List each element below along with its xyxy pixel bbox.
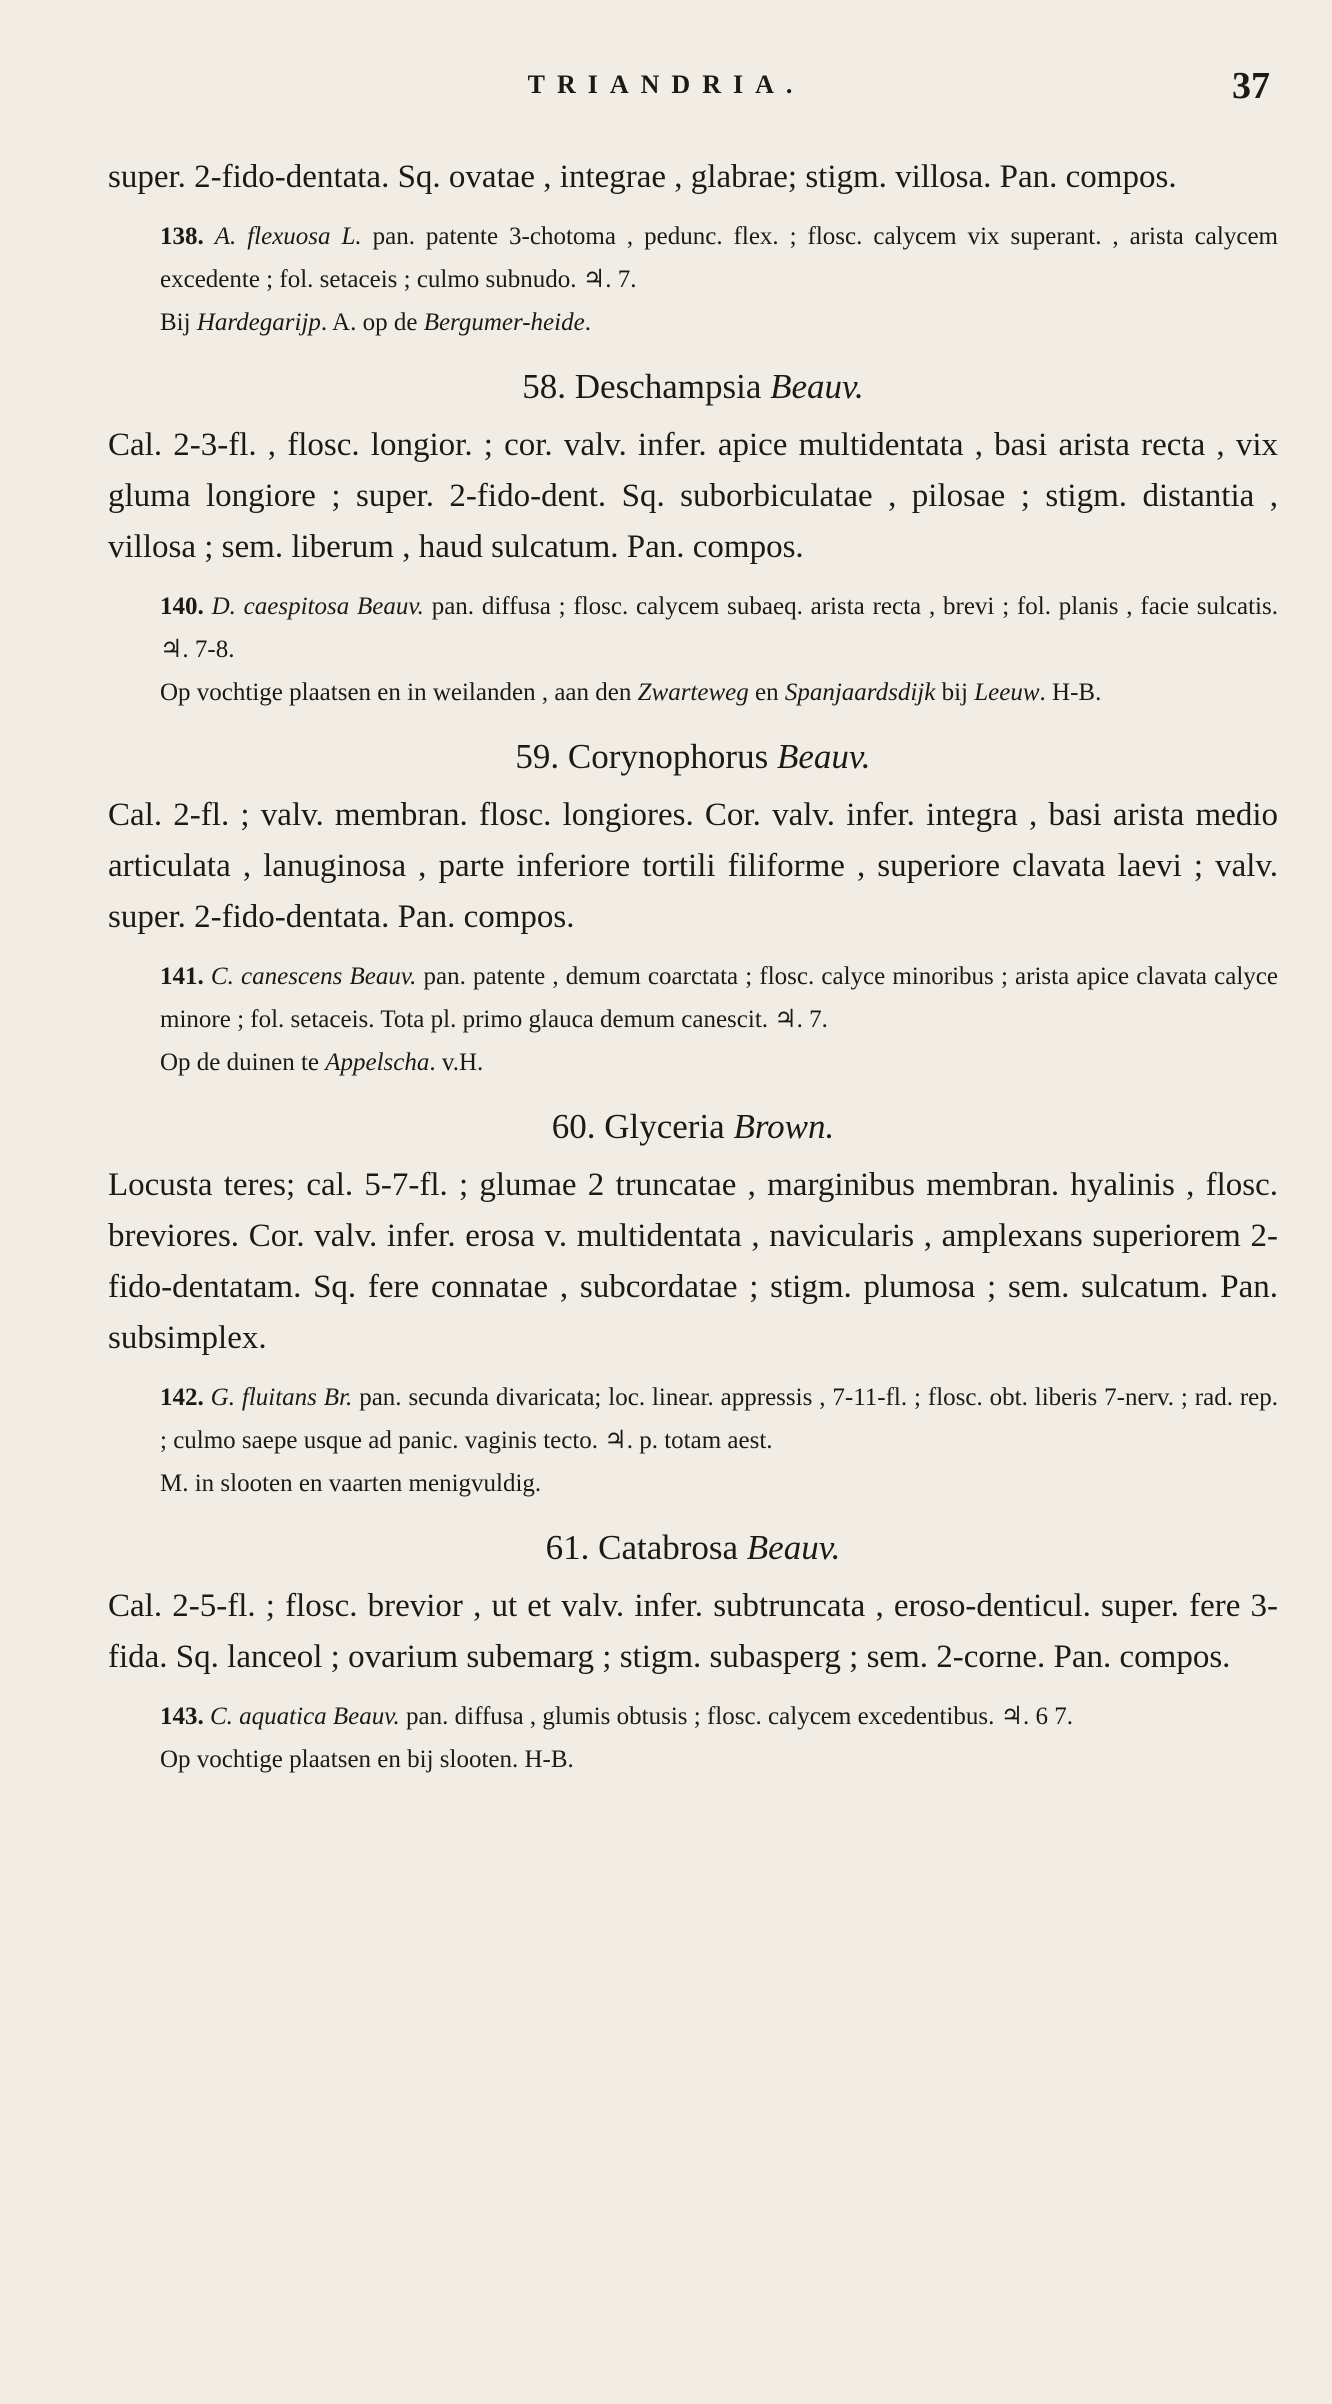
species-name: C. canescens Beauv. — [210, 963, 417, 990]
genus-author: Beauv. — [770, 367, 864, 406]
running-head: TRIANDRIA. — [527, 70, 805, 99]
continued-paragraph: super. 2-fido-dentata. Sq. ovatae , integrae , glabrae; stigm. villosa. Pan. compos. — [108, 159, 1177, 195]
locality-text: Op vochtige plaatsen en in weilanden , aan den — [160, 679, 638, 706]
page-number: 37 — [1232, 65, 1270, 107]
locality-text: . H-B. — [1039, 679, 1102, 706]
genus-heading-58 — [108, 362, 1278, 412]
place-name: Spanjaardsdijk — [784, 679, 936, 706]
place-name: Zwarteweg — [637, 679, 749, 706]
genus-description-58: Cal. 2-3-fl. , flosc. longior. ; cor. valv. infer. apice multidentata , basi arista recta , vix gluma longiore ; super. 2-fido-dent. Sq. suborbiculatae , pilosae ; stigm. distantia , villosa ; sem. liberum , haud sulcatum. Pan. compos. — [108, 427, 1278, 565]
entry-number: 142. — [160, 1384, 204, 1411]
genus-author: Brown. — [733, 1107, 835, 1146]
species-entry-141 — [108, 955, 1278, 1041]
entry-number: 143. — [160, 1703, 204, 1730]
species-description: pan. secunda divaricata; loc. linear. appressis , 7-11-fl. ; flosc. obt. liberis 7-nerv. ; rad. rep. ; culmo saepe usque ad panic. vaginis tecto. ♃. p. totam aest. — [160, 1384, 1279, 1454]
locality-text: Bij — [160, 309, 197, 336]
entry-number: 138. — [160, 223, 204, 250]
locality-142: M. in slooten en vaarten menigvuldig. — [160, 1470, 542, 1497]
genus-name: 59. Corynophorus — [515, 737, 777, 776]
species-description: pan. diffusa , glumis obtusis ; flosc. calycem excedentibus. ♃. 6 7. — [399, 1703, 1073, 1730]
genus-description-60: Locusta teres; cal. 5-7-fl. ; glumae 2 truncatae , marginibus membran. hyalinis , flosc. breviores. Cor. valv. infer. erosa v. multidentata , navicularis , amplexans superiorem 2-fido-dentatam. Sq. fere connatae , subcordatae ; stigm. plumosa ; sem. sulcatum. Pan. subsimplex. — [108, 1167, 1278, 1356]
genus-author: Beauv. — [776, 737, 871, 776]
species-name: D. caespitosa Beauv. — [211, 593, 424, 620]
genus-name: 58. Deschampsia — [522, 367, 771, 406]
genus-heading-59 — [108, 732, 1278, 782]
place-name: Hardegarijp — [196, 309, 321, 336]
genus-heading-61 — [108, 1523, 1278, 1573]
locality-text: . — [584, 309, 591, 336]
locality-text: Op de duinen te — [160, 1049, 326, 1076]
locality-143: Op vochtige plaatsen en bij slooten. H-B. — [160, 1746, 574, 1773]
text-body — [108, 152, 1278, 1781]
place-name: Bergumer-heide — [423, 309, 585, 336]
species-description: pan. patente , demum coarctata ; flosc. calyce minoribus ; arista apice clavata calyce minore ; fol. setaceis. Tota pl. primo glauca demum canescit. ♃. 7. — [160, 963, 1279, 1033]
genus-author: Beauv. — [746, 1528, 841, 1567]
species-entry-138 — [108, 215, 1278, 301]
genus-name: 60. Glyceria — [551, 1107, 734, 1146]
genus-description-59: Cal. 2-fl. ; valv. membran. flosc. longiores. Cor. valv. infer. integra , basi arista medio articulata , lanuginosa , parte inferiore tortili filiforme , superiore clavata laevi ; valv. super. 2-fido-dentata. Pan. compos. — [108, 797, 1278, 935]
place-name: Leeuw — [974, 679, 1040, 706]
genus-description-61: Cal. 2-5-fl. ; flosc. brevior , ut et valv. infer. subtruncata , eroso-denticul. super. fere 3-fida. Sq. lanceol ; ovarium subemarg ; stigm. subasperg ; sem. 2-corne. Pan. compos. — [108, 1588, 1278, 1675]
entry-number: 141. — [160, 963, 204, 990]
locality-141 — [108, 1041, 1278, 1084]
locality-text: en — [748, 679, 785, 706]
species-name: A. flexuosa L. — [214, 223, 362, 250]
species-entry-143 — [108, 1695, 1278, 1738]
page-header — [0, 62, 1332, 122]
locality-text: . A. op de — [320, 309, 424, 336]
locality-text: . v.H. — [429, 1049, 484, 1076]
species-description: pan. patente 3-chotoma , pedunc. flex. ; flosc. calycem vix superant. , arista calycem excedente ; fol. setaceis ; culmo subnudo. ♃. 7. — [160, 223, 1278, 293]
species-name: G. fluitans Br. — [210, 1384, 353, 1411]
genus-name: 61. Catabrosa — [545, 1528, 747, 1567]
species-entry-140 — [108, 585, 1278, 671]
place-name: Appelscha — [325, 1049, 430, 1076]
entry-number: 140. — [160, 593, 204, 620]
locality-text: bij — [935, 679, 975, 706]
species-entry-142 — [108, 1376, 1278, 1462]
locality-138 — [108, 301, 1278, 344]
locality-140 — [108, 671, 1278, 714]
species-name: C. aquatica Beauv. — [210, 1703, 400, 1730]
species-description: pan. diffusa ; flosc. calycem subaeq. arista recta , brevi ; fol. planis , facie sulcatis. ♃. 7-8. — [160, 593, 1278, 663]
genus-heading-60 — [108, 1102, 1278, 1152]
